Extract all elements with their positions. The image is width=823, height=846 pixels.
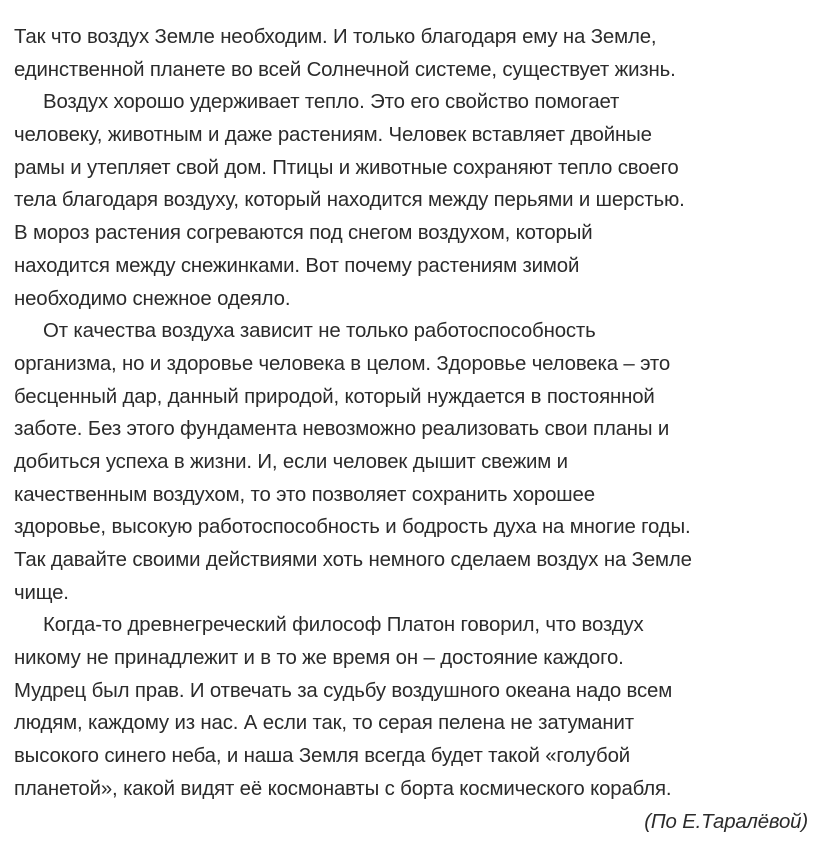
- text-line: организма, но и здоровье человека в целом. Здоровье человека – это: [14, 352, 671, 375]
- text-line: чище.: [14, 581, 69, 604]
- text-line: Так давайте своими действиями хоть немного сделаем воздух на Земле: [14, 549, 692, 571]
- text-line: человеку, животным и даже растениям. Человек вставляет двойные: [14, 124, 652, 147]
- text-line: Мудрец был прав. И отвечать за судьбу воздушного океана надо всем: [14, 679, 673, 702]
- text-line: Так что воздух Земле необходим. И только благодаря ему на Земле,: [14, 26, 657, 48]
- text-line: заботе. Без этого фундамента невозможно реализовать свои планы и: [14, 418, 670, 441]
- source-attribution: (По Е.Таралёвой): [644, 810, 808, 833]
- text-block: [14, 21, 818, 806]
- text-line: высокого синего неба, и наша Земля всегда будет такой «голубой: [14, 745, 630, 768]
- text-line: людям, каждому из нас. А если так, то серая пелена не затуманит: [14, 712, 634, 735]
- text-line: никому не принадлежит и в то же время он – достояние каждого.: [14, 647, 624, 670]
- text-line: планетой», какой видят её космонавты с борта космического корабля.: [14, 777, 672, 800]
- text-line: тела благодаря воздуху, который находится между перьями и шерстью.: [14, 189, 685, 212]
- text-line: добиться успеха в жизни. И, если человек дышит свежим и: [14, 450, 568, 473]
- text-line: От качества воздуха зависит не только работоспособность: [43, 320, 596, 343]
- text-line: В мороз растения согреваются под снегом воздухом, который: [14, 222, 593, 245]
- text-line: рамы и утепляет свой дом. Птицы и животные сохраняют тепло своего: [14, 156, 679, 179]
- text-line: Воздух хорошо удерживает тепло. Это его свойство помогает: [43, 91, 620, 114]
- text-line: качественным воздухом, то это позволяет сохранить хорошее: [14, 483, 595, 506]
- text-line: единственной планете во всей Солнечной системе, существует жизнь.: [14, 58, 676, 81]
- text-line: Когда-то древнегреческий философ Платон говорил, что воздух: [43, 614, 644, 637]
- text-line: бесценный дар, данный природой, который нуждается в постоянной: [14, 385, 655, 408]
- text-line: необходимо снежное одеяло.: [14, 287, 291, 310]
- text-line: находится между снежинками. Вот почему растениям зимой: [14, 254, 580, 277]
- text-line: здоровье, высокую работоспособность и бодрость духа на многие годы.: [14, 516, 691, 539]
- document-page: [14, 21, 818, 838]
